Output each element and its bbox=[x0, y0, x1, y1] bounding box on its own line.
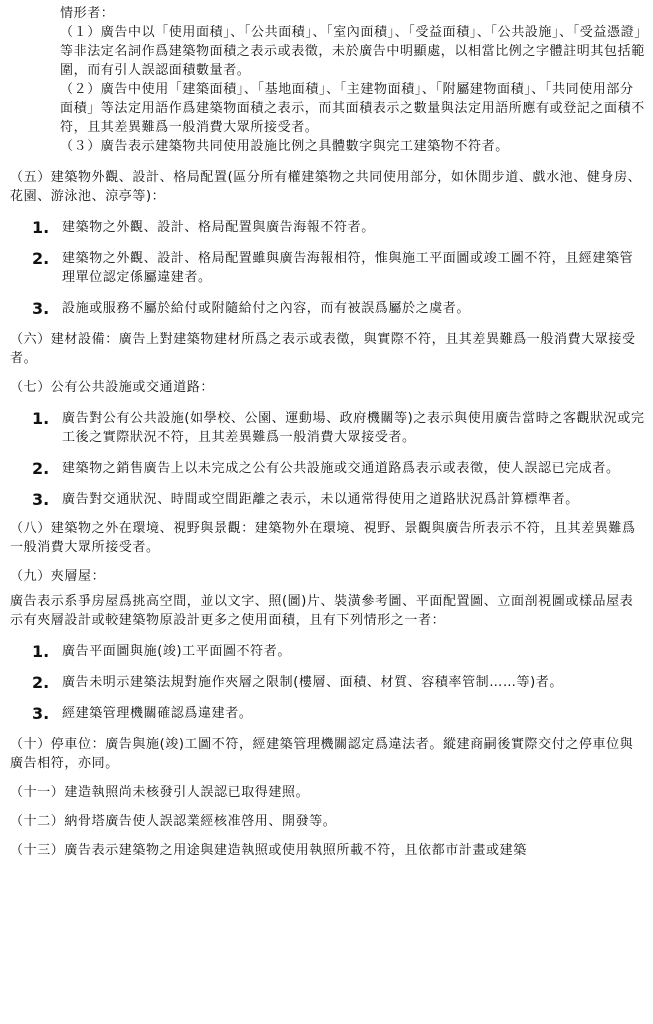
item-number: 1. bbox=[32, 642, 50, 661]
section-7-item-2 bbox=[10, 459, 645, 478]
section-9-item-2 bbox=[10, 673, 645, 692]
section-6-heading: （六）建材設備：廣告上對建築物建材所爲之表示或表徵，與實際不符，且其差異難爲一般消費大眾接受者。 bbox=[10, 332, 636, 366]
section-11-heading: （十一）建造執照尚未核發引人誤認已取得建照。 bbox=[10, 785, 310, 800]
item-text: 經建築管理機關確認爲違建者。 bbox=[62, 706, 253, 721]
section-5-heading: （五）建築物外觀、設計、格局配置(區分所有權建築物之共同使用部分，如休閒步道、戲水池、健身房、花園、游泳池、涼亭等)： bbox=[10, 170, 642, 204]
section-5-item-2 bbox=[10, 249, 645, 287]
section-9-heading: （九）夾層屋： bbox=[10, 569, 106, 584]
item-number: 3. bbox=[32, 299, 50, 318]
item-number: 2. bbox=[32, 673, 50, 692]
item-text: 建築物之銷售廣告上以未完成之公有公共設施或交通道路爲表示或表徵，使人誤認已完成者。 bbox=[62, 461, 620, 476]
item-text: 設施或服務不屬於給付或附隨給付之內容，而有被誤爲屬於之虞者。 bbox=[62, 301, 471, 316]
section-9-body: 廣告表示系爭房屋爲挑高空間，並以文字、照(圖)片、裝潢參考圖、平面配置圖、立面剖視圖或樣品屋表示有夾層設計或較建築物原設計更多之使用面積，且有下列情形之一者： bbox=[10, 594, 634, 628]
section-5-item-1 bbox=[10, 218, 645, 237]
item-number: 1. bbox=[32, 409, 50, 428]
section-13-heading: （十三）廣告表示建築物之用途與建造執照或使用執照所載不符，且依都市計畫或建築 bbox=[10, 843, 527, 858]
intro-item-2: （２）廣告中使用「建築面積」、「基地面積」、「主建物面積」、「附屬建物面積」、「共同使用部分面積」等法定用語作爲建築物面積之表示，而其面積表示之數量與法定用語所應有或登記之面積不符，且其差異難爲一般消費大眾所接受者。 bbox=[60, 82, 645, 135]
item-text: 建築物之外觀、設計、格局配置與廣告海報不符者。 bbox=[62, 220, 375, 235]
item-number: 2. bbox=[32, 459, 50, 478]
item-text: 廣告未明示建築法規對施作夾層之限制(樓層、面積、材質、容積率管制……等)者。 bbox=[62, 675, 563, 690]
section-5-item-3 bbox=[10, 299, 645, 318]
section-9-item-3 bbox=[10, 704, 645, 723]
item-text: 廣告對交通狀況、時間或空間距離之表示，未以通常得使用之道路狀況爲計算標準者。 bbox=[62, 492, 579, 507]
item-number: 2. bbox=[32, 249, 50, 268]
section-8-heading: （八）建築物之外在環境、視野與景觀：建築物外在環境、視野、景觀與廣告所表示不符，且其差異難爲一般消費大眾所接受者。 bbox=[10, 521, 636, 555]
item-text: 建築物之外觀、設計、格局配置雖與廣告海報相符，惟與施工平面圖或竣工圖不符，且經建築管理單位認定係屬違建者。 bbox=[62, 251, 634, 285]
item-number: 1. bbox=[32, 218, 50, 237]
section-7-item-3 bbox=[10, 490, 645, 509]
section-12-heading: （十二）納骨塔廣告使人誤認業經核准啓用、開發等。 bbox=[10, 814, 337, 829]
section-7-item-1 bbox=[10, 409, 645, 447]
item-number: 3. bbox=[32, 704, 50, 723]
item-text: 廣告平面圖與施(竣)工平面圖不符者。 bbox=[62, 644, 291, 659]
item-text: 廣告對公有公共設施(如學校、公園、運動場、政府機關等)之表示與使用廣告當時之客觀狀況或完工後之實際狀況不符，且其差異難爲一般消費大眾接受者。 bbox=[62, 411, 645, 445]
item-number: 3. bbox=[32, 490, 50, 509]
intro-block bbox=[10, 4, 645, 156]
section-9-item-1 bbox=[10, 642, 645, 661]
intro-item-1: （１）廣告中以「使用面積」、「公共面積」、「室內面積」、「受益面積」、「公共設施」、「受益憑證」等非法定名詞作爲建築物面積之表示或表徵，未於廣告中明顯處，以相當比例之字體註明其包括範圍，而有引人誤認面積數量者。 bbox=[60, 25, 645, 78]
intro-item-3: （３）廣告表示建築物共同使用設施比例之具體數字與完工建築物不符者。 bbox=[60, 139, 509, 154]
section-10-heading: （十）停車位：廣告與施(竣)工圖不符，經建築管理機關認定爲違法者。縱建商嗣後實際交付之停車位與廣告相符，亦同。 bbox=[10, 737, 634, 771]
section-7-heading: （七）公有公共設施或交通道路： bbox=[10, 380, 215, 395]
intro-tail: 情形者： bbox=[60, 6, 115, 21]
